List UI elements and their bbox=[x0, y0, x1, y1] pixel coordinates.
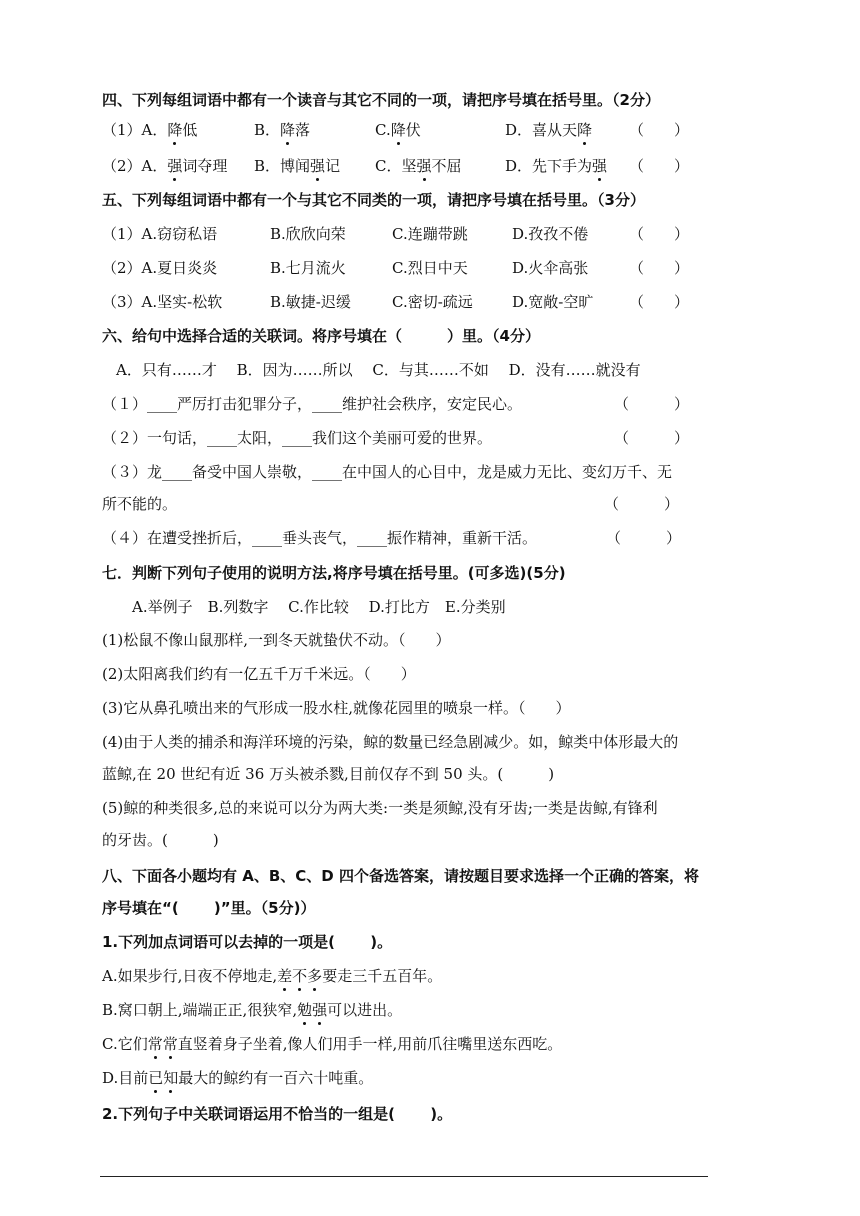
section-8-option-c: C.它们常常直竖着身子坐着,像人们用手一样,用前爪往嘴里送东西吃。 bbox=[102, 1035, 563, 1053]
section-8-title-line-1: 八、下面各小题均有 A、B、C、D 四个备选答案，请按题目要求选择一个正确的答案，将 bbox=[102, 867, 699, 885]
emphasis-dot-char: 勉 bbox=[297, 1001, 313, 1019]
section-7-question-4-line-1: (4)由于人类的捕杀和海洋环境的污染，鲸的数量已经急剧减少。如，鲸类中体形最大的 bbox=[102, 733, 679, 751]
section-7-options: A.举例子 B.列数字 C.作比较 D.打比方 E.分类别 bbox=[132, 598, 506, 616]
section-8-title-line-2: 序号填在“( )”里。（5分)） bbox=[102, 899, 316, 917]
answer-paren[interactable]: （ ） bbox=[629, 259, 690, 277]
section-8-option-b: B.窝口朝上,端端正正,很狭窄,勉强可以进出。 bbox=[102, 1001, 403, 1019]
answer-paren[interactable]: （ ） bbox=[629, 293, 690, 311]
section-7-question-5-line-2: 的牙齿。( ) bbox=[102, 831, 219, 849]
answer-paren[interactable]: （ ） bbox=[606, 529, 682, 547]
section-8-question-2-title: 2.下列句子中关联词语运用不恰当的一组是( )。 bbox=[102, 1105, 453, 1123]
exam-page: 四、下列每组词语中都有一个读音与其它不同的一项，请把序号填在括号里。（2分） （1）A．降低 B．降落 C.降伏 D．喜从天降 （ ） （2）A．强词夺理 B．博闻强记 C．坚强不屈 D．先下手为强 （ ） 五、下列每组词语中都有一个与其它不同类的一项，请把序号填在括号里。（3分） （1）A.窃窃私语 B.欣欣向荣 C.连蹦带跳 D.孜孜不倦 （ ） （2）A.夏日炎炎 B.七月流火 C.烈日中天 D.火伞高张 （ ） （3）A.坚实-松软 B.敏捷-迟缓 C.密切-疏远 D.宽敞-空旷 （ ） 六、给句中选择合适的关联词。将序号填在（ ）里。（4分） A．只有……才 B．因为……所以 C．与其……不如 D．没有……就没有 （１）____严厉打击犯罪分子，____维护社会秩序，安定民心。 （ ） （２）一句话，____太阳，____我们这个美丽可爱的世界。 （ ） （３）龙____备受中国人崇敬，____在中国人的心目中，龙是威力无比、变幻万千、无 所不能的。 （ ） （４）在遭受挫折后，____垂头丧气，____振作精神，重新干活。 （ ） 七．判断下列句子使用的说明方法,将序号填在括号里。(可多选)(5分) A.举例子 B.列数字 C.作比较 D.打比方 E.分类别 (1)松鼠不像山鼠那样,一到冬天就蛰伏不动。（ ） (2)太阳离我们约有一亿五千万千米远。（ ） (3)它从鼻孔喷出来的气形成一股水柱,就像花园里的喷泉一样。（ ） (4)由于人类的捕杀和海洋环境的污染，鲸的数量已经急剧减少。如，鲸类中体形最大的 蓝鲸,在 20 世纪有近 36 万头被杀戮,目前仅存不到 50 头。( ) (5)鲸的种类很多,总的来说可以分为两大类:一类是须鲸,没有牙齿;一类是齿鲸,有锋利 的牙齿。( ) 八、下面各小题均有 A、B、C、D 四个备选答案，请按题目要求选择一个正确的答案，将 序号填在“( )”里。（5分)） 1.下列加点词语可以去掉的一项是( )。 A.如果步行,日夜不停地走,差不多要走三千五百年。 B.窝口朝上,端端正正,很狭窄,勉强可以进出。 C.它们常常直竖着身子坐着,像人们用手一样,用前爪往嘴里送东西吃。 D.目前已知最大的鲸约有一百六十吨重。 2.下列句子中关联词语运用不恰当的一组是( )。 bbox=[0, 0, 860, 1216]
emphasis-dot-char: 强 bbox=[167, 157, 183, 175]
answer-paren[interactable]: （ ） bbox=[604, 495, 680, 513]
section-6-options: A．只有……才 B．因为……所以 C．与其……不如 D．没有……就没有 bbox=[116, 361, 641, 379]
emphasis-dot-char: 知 bbox=[163, 1069, 179, 1087]
emphasis-dot-char: 已 bbox=[148, 1069, 164, 1087]
emphasis-dot-char: 强 bbox=[592, 157, 608, 175]
answer-paren[interactable]: （ ） bbox=[629, 157, 690, 175]
answer-paren[interactable]: （ ） bbox=[614, 395, 690, 413]
section-7-question-4-line-2: 蓝鲸,在 20 世纪有近 36 万头被杀戮,目前仅存不到 50 头。( ) bbox=[102, 765, 555, 783]
section-6-question-3-line-1: （３）龙____备受中国人崇敬，____在中国人的心目中，龙是威力无比、变幻万千、无 bbox=[102, 463, 673, 481]
emphasis-dot-char: 降 bbox=[167, 121, 183, 139]
emphasis-dot-char: 降 bbox=[577, 121, 593, 139]
emphasis-dot-char: 常 bbox=[162, 1035, 178, 1053]
section-5-title: 五、下列每组词语中都有一个与其它不同类的一项，请把序号填在括号里。（3分） bbox=[102, 191, 645, 209]
section-7-title: 七．判断下列句子使用的说明方法,将序号填在括号里。(可多选)(5分) bbox=[102, 564, 566, 582]
section-8-option-d: D.目前已知最大的鲸约有一百六十吨重。 bbox=[102, 1069, 374, 1087]
section-7-question-5-line-1: (5)鲸的种类很多,总的来说可以分为两大类:一类是须鲸,没有牙齿;一类是齿鲸,有锋利 bbox=[102, 799, 658, 817]
section-8-question-1-title: 1.下列加点词语可以去掉的一项是( )。 bbox=[102, 933, 393, 951]
emphasis-dot-char: 强 bbox=[416, 157, 432, 175]
section-7-question-1: (1)松鼠不像山鼠那样,一到冬天就蛰伏不动。（ ） bbox=[102, 631, 451, 649]
emphasis-dot-char: 降 bbox=[280, 121, 296, 139]
emphasis-dot-char: 强 bbox=[312, 1001, 328, 1019]
section-7-question-3: (3)它从鼻孔喷出来的气形成一股水柱,就像花园里的喷泉一样。（ ） bbox=[102, 699, 571, 717]
answer-paren[interactable]: （ ） bbox=[614, 429, 690, 447]
section-6-title: 六、给句中选择合适的关联词。将序号填在（ ）里。（4分） bbox=[102, 327, 540, 345]
section-8-option-a: A.如果步行,日夜不停地走,差不多要走三千五百年。 bbox=[102, 967, 443, 985]
section-4-title: 四、下列每组词语中都有一个读音与其它不同的一项，请把序号填在括号里。（2分） bbox=[102, 91, 660, 109]
emphasis-dot-char: 差 bbox=[277, 967, 293, 985]
answer-paren[interactable]: （ ） bbox=[629, 121, 690, 139]
emphasis-dot-char: 强 bbox=[310, 157, 326, 175]
footer-rule bbox=[100, 1176, 708, 1177]
emphasis-dot-char: 降 bbox=[390, 121, 406, 139]
section-7-question-2: (2)太阳离我们约有一亿五千万千米远。（ ） bbox=[102, 665, 416, 683]
emphasis-dot-char: 不 bbox=[292, 967, 308, 985]
answer-paren[interactable]: （ ） bbox=[629, 225, 690, 243]
emphasis-dot-char: 多 bbox=[307, 967, 323, 985]
emphasis-dot-char: 常 bbox=[147, 1035, 163, 1053]
